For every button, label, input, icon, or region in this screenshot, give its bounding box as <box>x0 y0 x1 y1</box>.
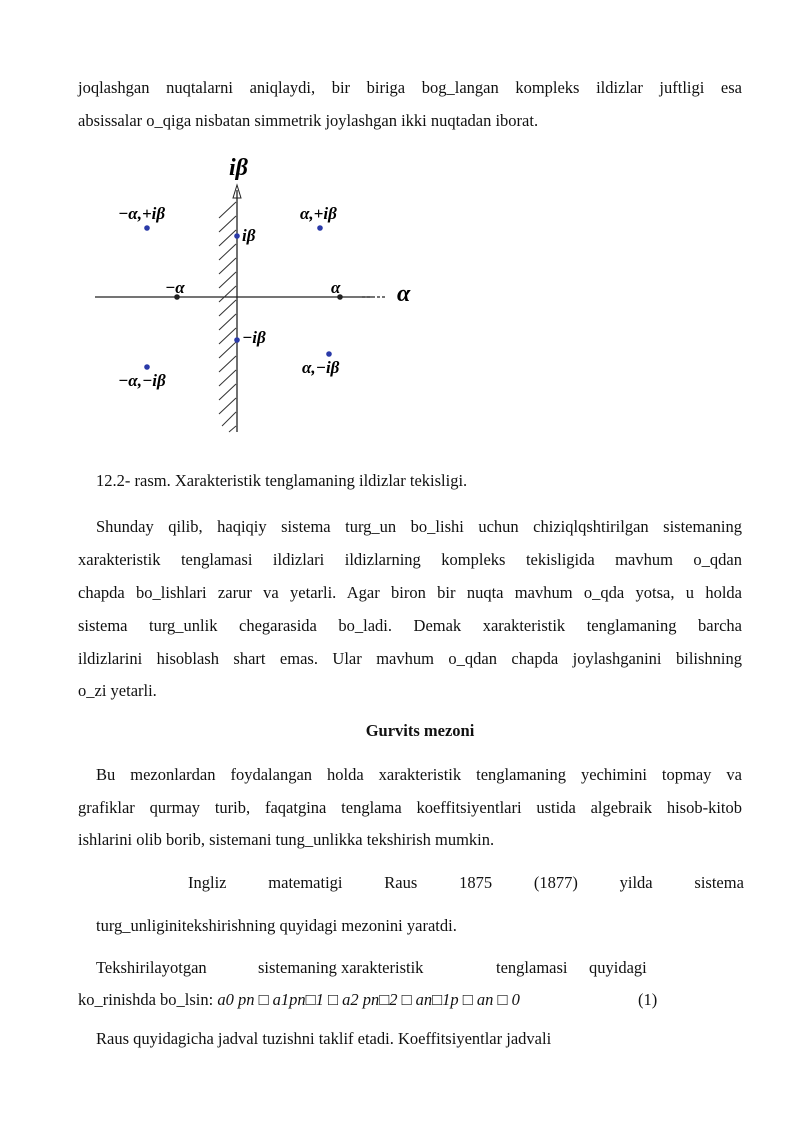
paragraph-line: ishlarini olib borib, sistemani tung_unlikka tekshirish mumkin. <box>78 830 495 849</box>
word: sistema <box>694 873 744 892</box>
paragraph-line <box>78 990 520 1010</box>
stability-boundary-hatching <box>219 202 236 432</box>
characteristic-equation: a0 pn □ a1pn□1 □ a2 pn□2 □ an□1p □ an □ 0 <box>217 990 520 1009</box>
section-heading: Gurvits mezoni <box>365 721 475 740</box>
root-point <box>144 364 150 370</box>
root-point <box>326 351 332 357</box>
paragraph-line: o_zi yetarli. <box>78 681 157 700</box>
paragraph-word: sistemaning xarakteristik <box>258 958 424 977</box>
axis-label-alpha: α <box>397 281 411 307</box>
point-label: α <box>331 278 341 297</box>
paragraph-line: chapda bo_lishlari zarur va yetarli. Agar biron bir nuqta mavhum o_qda yotsa, u holda <box>78 583 742 602</box>
word: (1877) <box>533 873 578 892</box>
paragraph-word: Tekshirilayotgan <box>96 958 207 977</box>
point-label: −α <box>165 278 185 297</box>
point-label: −α,+iβ <box>118 204 166 223</box>
paragraph-line: turg_unliginitekshirishning quyidagi mezonini yaratdi. <box>96 916 457 935</box>
equation-number: (1) <box>638 990 658 1009</box>
paragraph-line: Shunday qilib, haqiqiy sistema turg_un bo_lishi uchun chiziqlqshtirilgan sistemaning <box>96 517 742 536</box>
axis-label-ibeta: iβ <box>229 155 248 181</box>
root-point <box>234 337 240 343</box>
paragraph-line: Raus quyidagicha jadval tuzishni taklif etadi. Koeffitsiyentlar jadvali <box>96 1029 552 1048</box>
paragraph-word: quyidagi <box>589 958 647 977</box>
figure-caption: 12.2- rasm. Xarakteristik tenglamaning ildizlar tekisligi. <box>96 471 468 490</box>
word: Ingliz <box>188 873 227 892</box>
paragraph-line: xarakteristik tenglamasi ildizlari ildizlarning kompleks tekisligida mavhum o_qdan <box>78 550 742 569</box>
root-point <box>317 225 323 231</box>
paragraph-line <box>188 873 744 893</box>
paragraph-line: ildizlarini hisoblash shart emas. Ular mavhum o_qdan chapda joylashganini bilishning <box>78 649 742 668</box>
equation-prefix: ko_rinishda bo_lsin: <box>78 990 214 1009</box>
root-point <box>234 233 240 239</box>
paragraph-word: tenglamasi <box>496 958 568 977</box>
point-label: −iβ <box>242 328 266 347</box>
paragraph-line: Bu mezonlardan foydalangan holda xarakteristik tenglamaning yechimini topmay va <box>96 765 742 784</box>
root-point <box>144 225 150 231</box>
paragraph-line: sistema turg_unlik chegarasida bo_ladi. Demak xarakteristik tenglamaning barcha <box>78 616 742 635</box>
word: matematigi <box>268 873 343 892</box>
paragraph-line: joqlashgan nuqtalarni aniqlaydi, bir biriga bog_langan kompleks ildizlar juftligi esa <box>78 78 742 97</box>
point-label: −α,−iβ <box>118 371 166 390</box>
word: 1875 <box>459 873 493 892</box>
point-label: iβ <box>242 226 256 245</box>
point-label: α,+iβ <box>300 204 337 223</box>
word: Raus <box>384 873 418 892</box>
point-label: α,−iβ <box>302 358 340 377</box>
complex-plane-figure <box>0 0 800 470</box>
paragraph-line: absissalar o_qiga nisbatan simmetrik joylashgan ikki nuqtadan iborat. <box>78 111 539 130</box>
paragraph-line: grafiklar qurmay turib, faqatgina tenglama koeffitsiyentlari ustida algebraik hisob-kitob <box>78 798 742 817</box>
word: yilda <box>619 873 653 892</box>
